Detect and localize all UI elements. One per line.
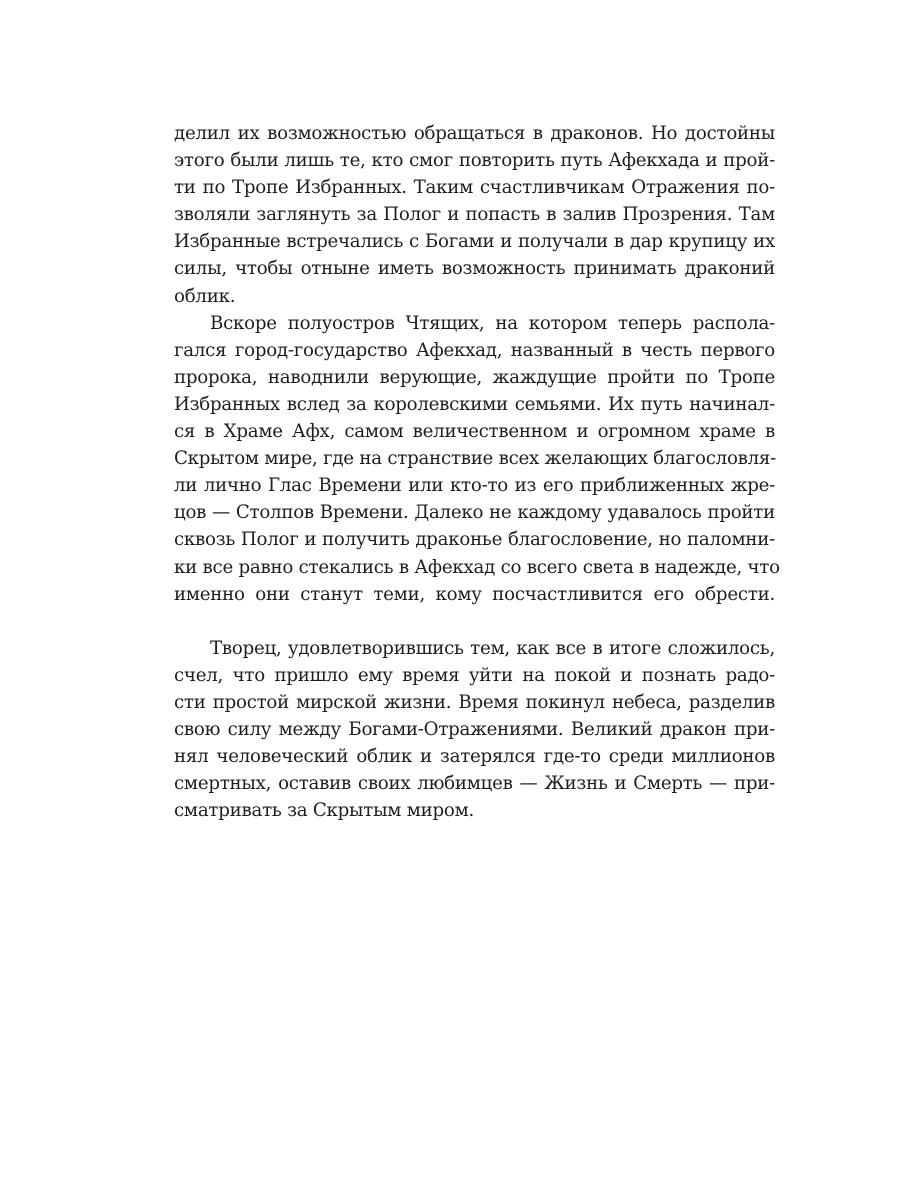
text-line: Творец, удовлетворившись тем, как все в итоге сложилось, (210, 637, 775, 659)
text-line: облик. (174, 285, 236, 307)
body-text (174, 120, 780, 824)
text-line: Избранных вслед за королевскими семьями. Их путь начинал- (174, 393, 775, 415)
text-line: сти простой мирской жизни. Время покинул небеса, разделив (174, 691, 775, 713)
text-line: этого были лишь те, кто смог повторить путь Афекхада и прой- (174, 150, 775, 172)
paragraph-2 (174, 310, 780, 635)
text-line: счел, что пришло ему время уйти на покой и познать радо- (174, 664, 775, 686)
text-line: Скрытом мире, где на странствие всех желающих благословля- (174, 448, 777, 470)
text-line: ти по Тропе Избранных. Таким счастливчикам Отражения по- (174, 177, 775, 199)
text-line: силы, чтобы отныне иметь возможность принимать драконий (174, 258, 775, 280)
text-line: зволяли заглянуть за Полог и попасть в залив Прозрения. Там (174, 204, 775, 226)
text-line: пророка, наводнили верующие, жаждущие пройти по Тропе (174, 366, 775, 388)
text-line: ся в Храме Афх, самом величественном и огромном храме в (174, 421, 775, 443)
paragraph-3 (174, 635, 775, 825)
text-line: сквозь Полог и получить драконье благословение, но паломни- (174, 529, 775, 551)
text-line: смертных, оставив своих любимцев — Жизнь и Смерть — при- (174, 773, 775, 795)
text-line: ли лично Глас Времени или кто-то из его приближенных жре- (174, 475, 775, 497)
text-line: ки все равно стекались в Афекхад со всего света в надежде, что (174, 556, 780, 578)
text-line: цов — Столпов Времени. Далеко не каждому удавалось пройти (174, 502, 775, 524)
text-line: нял человеческий облик и затерялся где-то среди миллионов (174, 746, 775, 768)
text-line: сматривать за Скрытым миром. (174, 800, 475, 822)
text-line: Избранные встречались с Богами и получали в дар крупицу их (174, 231, 775, 253)
text-line: свою силу между Богами-Отражениями. Великий дракон при- (174, 719, 775, 741)
text-line: делил их возможностью обращаться в драконов. Но достойны (174, 123, 775, 144)
text-line (174, 608, 775, 635)
text-line: Вскоре полуостров Чтящих, на котором теперь распола- (210, 312, 775, 334)
text-line: именно они станут теми, кому посчастливится его обрести. (174, 583, 775, 605)
text-line: гался город-государство Афекхад, названный в честь первого (174, 339, 775, 361)
paragraph-1 (174, 120, 775, 310)
